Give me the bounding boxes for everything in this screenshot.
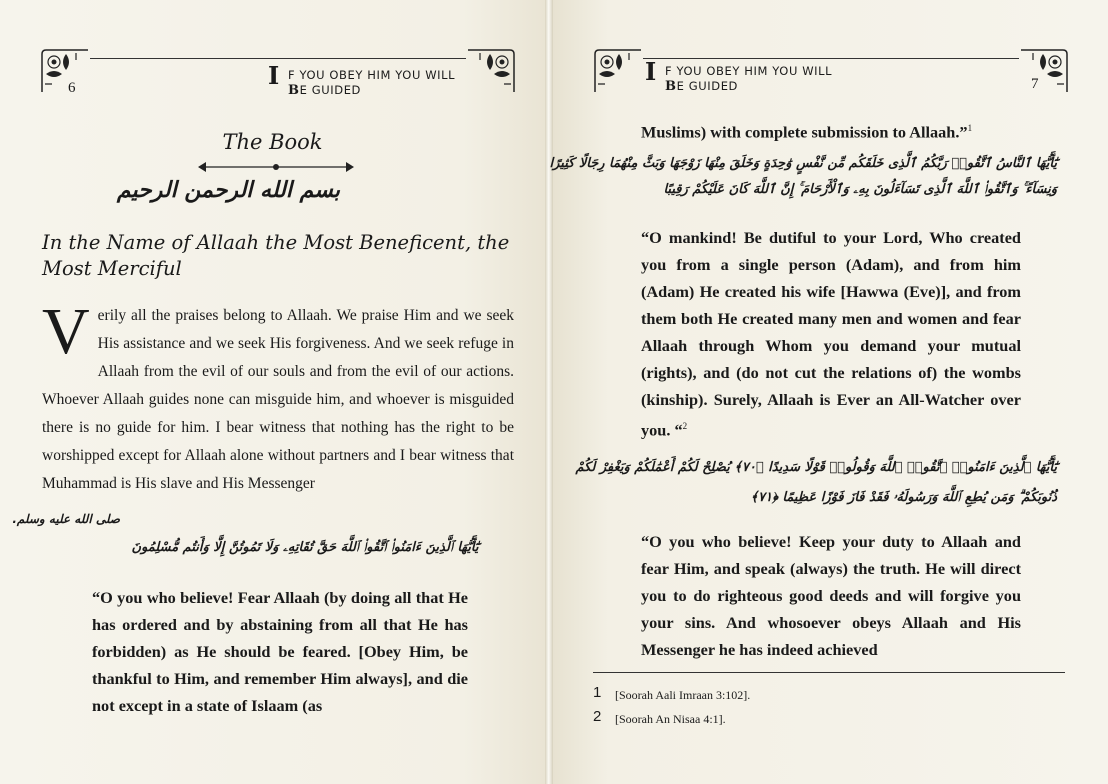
arabic-verse-line: يَٰٓأَيُّهَا ٱلنَّاسُ ٱتَّقُوا۟ رَبَّكُمُ ٱلَّذِى خَلَقَكُم مِّن نَّفْسٍ وَٰحِدَةٍ وَخَلَقَ مِنْهَا زَوْجَهَا وَبَثَّ مِنْهُمَا رِجَالًا كَثِيرًا xyxy=(549,156,1057,171)
divider-ornament-icon xyxy=(198,160,354,174)
footnote-ref: 1 xyxy=(967,123,973,133)
corner-ornament-icon xyxy=(1019,48,1069,94)
opening-paragraph: Verily all the praises belong to Allaah. We praise Him and we seek His assistance and we seek His forgiveness. And we seek refuge in Allaah from the evil of our souls and from the evil of our actions. Whoever Allaah guides none can misguide him, and whoever is misguided there is no guide for him. I bear witness that nothing has the right to be worshipped except for Allaah alone without partners and I bear witness that Muhammad is His slave and His Messenger xyxy=(42,295,514,492)
right-page: I F YOU OBEY HIM YOU WILL BE GUIDED 7 Muslims) with complete submission to Allaah.”$^1$ يَٰٓأَيُّهَا ٱلنَّاسُ ٱتَّقُوا۟ رَبَّكُمُ ٱلَّذِى خَلَقَكُم مِّن نَّفْسٍ وَٰحِدَةٍ وَخَلَقَ مِنْهَا زَوْجَهَا وَبَثَّ مِنْهُمَا رِجَالًا كَثِيرًا وَنِسَآءً ۚ وَٱتَّقُوا۟ ٱللَّهَ ٱلَّذِى تَسَآءَلُونَ بِهِۦ وَٱلْأَرْحَامَ ۚ إِنَّ ٱللَّهَ كَانَ عَلَيْكُمْ رَقِيبًا “O mankind! Be dutiful to your Lord, Who created you from a single person (Adam), and from him (Adam) He created his wife [Hawwa (Eve)], and from them both He created many men and women and fear Allaah through Whom you demand your mutual (rights), and (do not cut the relations of) the wombs (kinship). Surely, Allaah is Ever an All-Watcher over you. “$^2$ يَٰٓأَيُّهَا ٱلَّذِينَ ءَامَنُوا۟ ٱتَّقُوا۟ ٱللَّهَ وَقُولُوا۟ قَوْلًا سَدِيدًا ﴿٧٠﴾ يُصْلِحْ لَكُمْ أَعْمَٰلَكُمْ وَيَغْفِرْ لَكُمْ ذُنُوبَكُمْ ۗ وَمَن يُطِعِ ٱللَّهَ وَرَسُولَهُۥ فَقَدْ فَازَ فَوْزًا عَظِيمًا ﴿٧١﴾ “O you who believe! Keep your duty to Allaah and fear Him, and speak (always) the truth. He will direct you to do righteous good deeds and will forgive you your sins. And whosoever obeys Allaah and His Messenger he has indeed achieved 1 [Soorah Aali Imraan 3:102]. 2 [Soorah An Nisaa 4:1]. xyxy=(553,0,1108,784)
arabic-verse-line: ذُنُوبَكُمْ ۗ وَمَن يُطِعِ ٱللَّهَ وَرَسُولَهُۥ فَقَدْ فَازَ فَوْزًا عَظِيمًا ﴿٧١﴾ xyxy=(750,490,1057,505)
bismillah-calligraphy: بسم الله الرحمن الرحيم xyxy=(116,178,340,203)
page-number: 7 xyxy=(1031,76,1039,92)
chapter-title: The Book xyxy=(222,130,323,154)
footnote-ref: 2 xyxy=(682,421,688,431)
verse-translation: “O you who believe! Keep your duty to Allaah and fear Him, and speak (always) the truth. He will direct you to do righteous good deeds and will forgive you your sins. And whosoever obeys Allaah and His Messenger he has indeed achieved xyxy=(641,532,1021,659)
left-header: 6 I F YOU OBEY HIM YOU WILL BE GUIDED xyxy=(40,54,516,106)
drop-cap: V xyxy=(42,295,90,368)
header-rule xyxy=(90,58,466,59)
header-rule xyxy=(643,58,1019,59)
verse-translation: “O you who believe! Fear Allaah (by doing all that He has ordered and by abstaining from all that He has forbidden) as He should be feared. [Obey Him, be thankful to Him, and remember Him always], and die not except in a state of Islaam (as xyxy=(92,588,468,715)
book-gutter xyxy=(545,0,553,784)
arabic-verse: يَٰٓأَيُّهَا ٱلَّذِينَ ءَامَنُوا۟ ٱتَّقُوا۟ ٱللَّهَ حَقَّ تُقَاتِهِۦ وَلَا تَمُوتُنَّ إِلَّا وَأَنتُم مُّسْلِمُونَ xyxy=(131,540,479,555)
right-header: I F YOU OBEY HIM YOU WILL BE GUIDED 7 xyxy=(593,54,1069,106)
arabic-verse-line: يَٰٓأَيُّهَا ٱلَّذِينَ ءَامَنُوا۟ ٱتَّقُوا۟ ٱللَّهَ وَقُولُوا۟ قَوْلًا سَدِيدًا ﴿٧٠﴾ يُصْلِحْ لَكُمْ أَعْمَٰلَكُمْ وَيَغْفِرْ لَكُمْ xyxy=(575,460,1057,475)
footnote-rule xyxy=(593,672,1065,673)
corner-ornament-icon xyxy=(466,48,516,94)
left-page xyxy=(0,0,545,784)
page-number: 6 xyxy=(68,80,76,96)
salawat-text: صلى الله عليه وسلم. xyxy=(12,512,120,526)
corner-ornament-icon xyxy=(593,48,643,94)
arabic-verse-line: وَنِسَآءً ۚ وَٱتَّقُوا۟ ٱللَّهَ ٱلَّذِى تَسَآءَلُونَ بِهِۦ وَٱلْأَرْحَامَ ۚ إِنَّ ٱللَّهَ كَانَ عَلَيْكُمْ رَقِيبًا xyxy=(663,182,1057,197)
corner-ornament-icon xyxy=(40,48,90,94)
section-subtitle: In the Name of Allaah the Most Beneficent, the Most Merciful xyxy=(42,231,510,280)
verse-translation: “O mankind! Be dutiful to your Lord, Who created you from a single person (Adam), and from him (Adam) He created his wife [Hawwa (Eve)], and from them both He created many men and women and fear Allaah through Whom you demand your mutual (rights), and (do not cut the relations of) the wombs (kinship). Surely, Allaah is Ever an All-Watcher over you. “$^2$ xyxy=(641,228,1021,440)
continuation-text: Muslims) with complete submission to Allaah.”$^1$ xyxy=(641,122,973,142)
